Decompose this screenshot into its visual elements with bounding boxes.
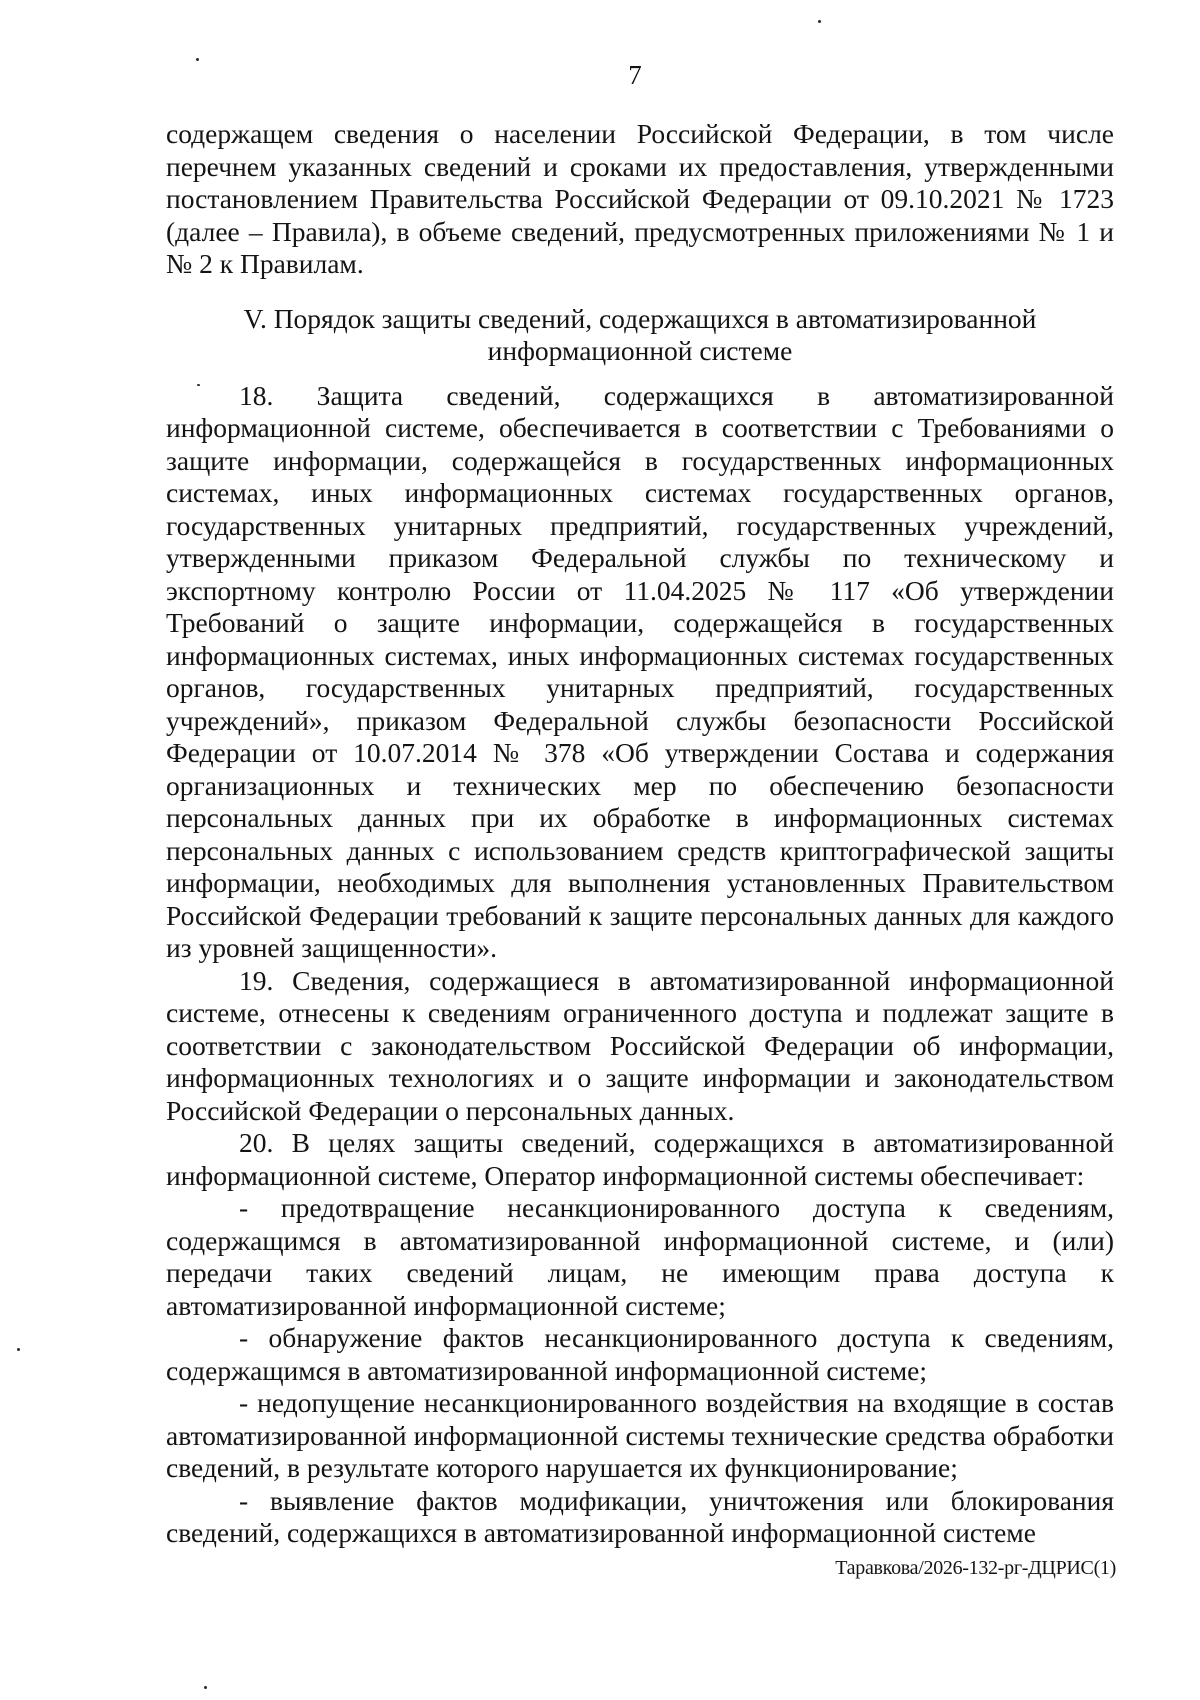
scan-speck: [17, 1348, 20, 1351]
paragraph-18: 18. Защита сведений, содержащихся в автоматизированной информационной системе, обеспечивается в соответствии с Требованиями о защите информации, содержащейся в государственных информационных системах, иных информационных системах государственных органов, государственных унитарных предприятий, государственных учреждений, утвержденными приказом Федеральной службы по техническому и экспортному контролю России от 11.04.2025 № 117 «Об утверждении Требований о защите информации, содержащейся в государственных информационных системах, иных информационных системах государственных органов, государственных унитарных предприятий, государственных учреждений», приказом Федеральной службы безопасности Российской Федерации от 10.07.2014 № 378 «Об утверждении Состава и содержания организационных и технических мер по обеспечению безопасности персональных данных при их обработке в информационных системах персональных данных с использованием средств криптографической защиты информации, необходимых для выполнения установленных Правительством Российской Федерации требований к защите персональных данных для каждого из уровней защищенности».: [166, 379, 1114, 963]
list-item: - обнаружение фактов несанкционированного доступа к сведениям, содержащимся в автоматизированной информационной системе;: [166, 1322, 1114, 1386]
document-reference-code: Таравкова/2026-132-рг-ДЦРИС(1): [835, 1557, 1116, 1579]
list-item: - предотвращение несанкционированного доступа к сведениям, содержащимся в автоматизированной информационной системе, и (или) передачи таких сведений лицам, не имеющим права доступа к автоматизированной информационной системе;: [166, 1192, 1114, 1321]
paragraph-19: 19. Сведения, содержащиеся в автоматизированной информационной системе, отнесены к сведениям ограниченного доступа и подлежат защите в соответствии с законодательством Российской Федерации об информации, информационных технологиях и о защите информации и законодательством Российской Федерации о персональных данных.: [166, 964, 1114, 1126]
scan-speck: [818, 20, 821, 23]
page-number: 7: [628, 60, 642, 90]
scan-speck: [204, 1686, 207, 1689]
section-heading: V. Порядок защиты сведений, содержащихся в автоматизированной информационной системе: [243, 302, 1037, 366]
list-item: - выявление фактов модификации, уничтожения или блокирования сведений, содержащихся в автоматизированной информационной системе: [166, 1484, 1114, 1548]
list-item: - недопущение несанкционированного воздействия на входящие в состав автоматизированной информационной системы технические средства обработки сведений, в результате которого нарушается их функционирование;: [166, 1387, 1114, 1483]
paragraph-intro: содержащем сведения о населении Российской Федерации, в том числе перечнем указанных сведений и сроками их предоставления, утвержденными постановлением Правительства Российской Федерации от 09.10.2021 № 1723 (далее – Правила), в объеме сведений, предусмотренных приложениями № 1 и № 2 к Правилам.: [166, 118, 1114, 279]
document-body: [166, 118, 1114, 1550]
paragraph-20: 20. В целях защиты сведений, содержащихся в автоматизированной информационной системе, Оператор информационной системы обеспечивает:: [166, 1127, 1114, 1191]
